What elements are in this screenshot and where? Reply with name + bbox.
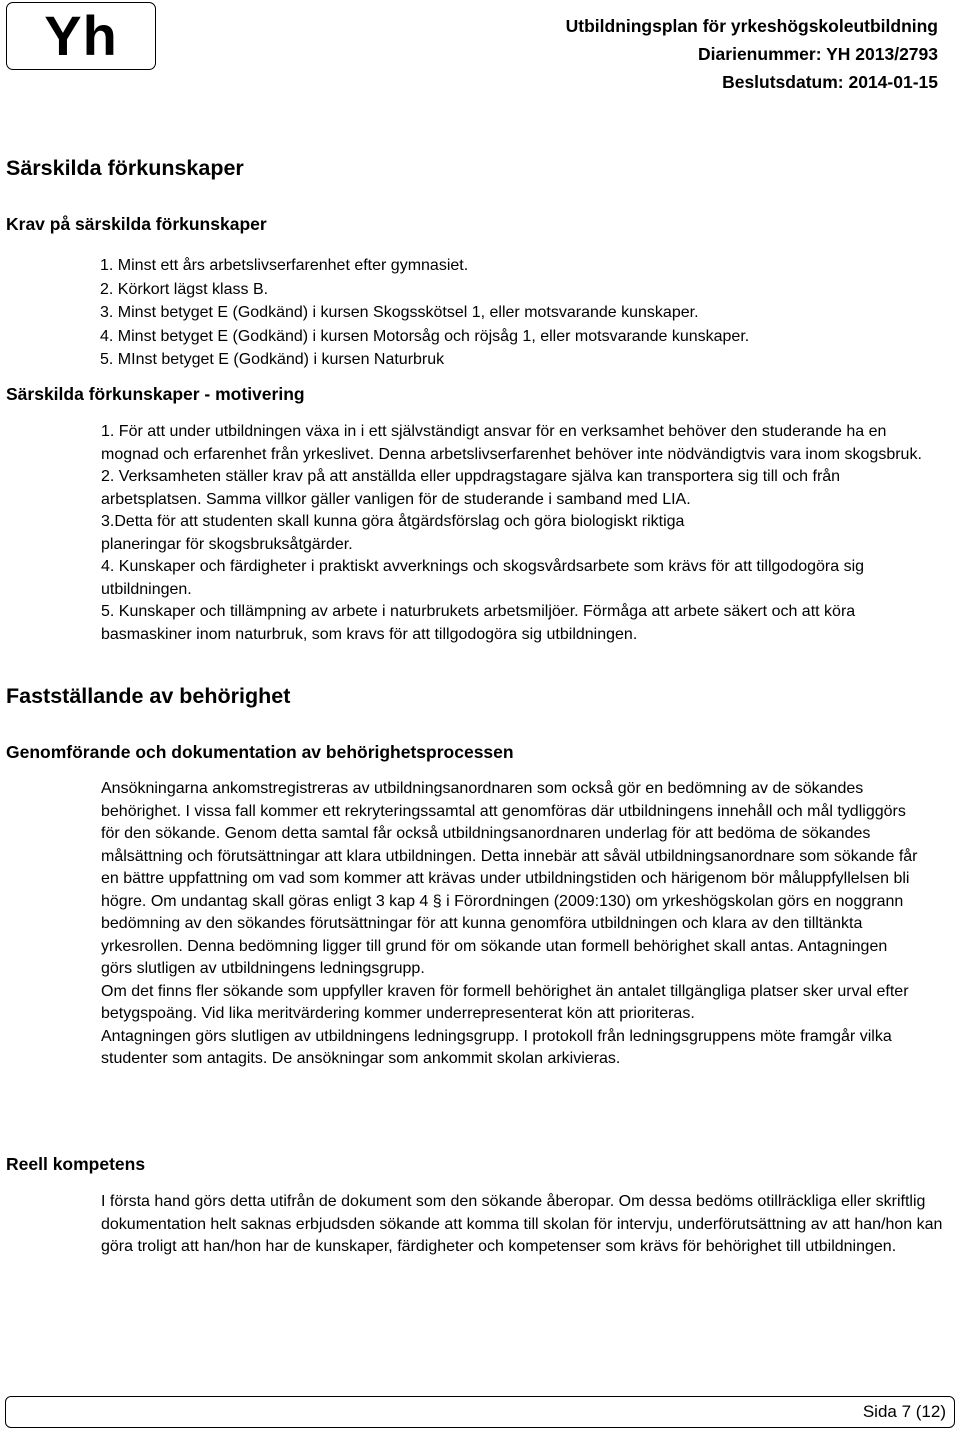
heading-krav: Krav på särskilda förkunskaper bbox=[6, 214, 267, 234]
logo-text: Yh bbox=[44, 4, 118, 67]
section-title-faststallande: Fastställande av behörighet bbox=[6, 684, 291, 708]
section-title-sarskilda-forkunskaper: Särskilda förkunskaper bbox=[6, 156, 244, 180]
motivering-paragraph: 5. Kunskaper och tillämpning av arbete i naturbrukets arbetsmiljöer. Förmåga att arbete säkert och att köra basmaskiner inom naturbruk, som kravs för att tillgodogöra sig utbildningen. bbox=[101, 603, 856, 643]
list-item: 3. Minst betyget E (Godkänd) i kursen Skogsskötsel 1, eller motsvarande kunskaper. bbox=[100, 304, 699, 321]
heading-motivering: Särskilda förkunskaper - motivering bbox=[6, 384, 305, 404]
heading-reell-kompetens: Reell kompetens bbox=[6, 1154, 146, 1174]
process-paragraph: Antagningen görs slutligen av utbildningens ledningsgrupp. I protokoll från ledningsgruppens möte framgår vilka studenter som antagits. De ansökningar som ankommit skolan arkivieras. bbox=[101, 1027, 892, 1067]
list-item: 1. Minst ett års arbetslivserfarenhet efter gymnasiet. bbox=[100, 257, 469, 274]
list-item: 2. Körkort lägst klass B. bbox=[100, 280, 269, 298]
document-title: Utbildningsplan för yrkeshögskoleutbildning bbox=[565, 16, 938, 36]
reell-text bbox=[101, 1191, 951, 1259]
motivering-paragraph: 1. För att under utbildningen växa in i ett självständigt ansvar för en verksamhet behöver den studerande ha en mognad och erfarenhet från yrkeslivet. Denna arbetslivserfarenhet behöver inte nödvändigtvis vara inom skogsbruk. bbox=[101, 423, 922, 463]
motivering-paragraph: 3.Detta för att studenten skall kunna göra åtgärdsförslag och göra biologiskt riktiga planeringar för skogsbruksåtgärder. bbox=[101, 513, 685, 553]
process-paragraph: Om det finns fler sökande som uppfyller kraven för formell behörighet än antalet tillgängliga platser sker urval efter betygspoäng. Vid lika meritvärdering kommer underrepresenterat kön att prioriteras. bbox=[101, 982, 909, 1022]
reell-paragraph: I första hand görs detta utifrån de dokument som den sökande åberopar. Om dessa bedöms otillräckliga eller skriftlig dokumentation helt saknas erbjudsden sökande att komma till skolan för intervju, underförutsättning av att han/hon kan göra troligt att han/hon har de kunskaper, färdigheter och kompetenser som krävs för behörighet till utbildningen. bbox=[101, 1193, 943, 1255]
list-item: 4. Minst betyget E (Godkänd) i kursen Motorsåg och röjsåg 1, eller motsvarande kunskaper. bbox=[100, 327, 750, 345]
heading-genomforande: Genomförande och dokumentation av behörighetsprocessen bbox=[6, 742, 514, 762]
page-number: Sida 7 (12) bbox=[862, 1402, 946, 1421]
logo bbox=[6, 2, 156, 70]
list-item: 5. MInst betyget E (Godkänd) i kursen Naturbruk bbox=[100, 351, 445, 368]
motivering-paragraph: 2. Verksamheten ställer krav på att anställda eller uppdragstagare själva kan transportera sig till och från arbetsplatsen. Samma villkor gäller vanligen för de studerande i samband med LIA. bbox=[101, 468, 841, 508]
process-text bbox=[101, 778, 921, 1071]
footer-box bbox=[5, 1396, 955, 1428]
krav-list bbox=[100, 254, 749, 372]
motivering-paragraph: 4. Kunskaper och färdigheter i praktiskt avverknings och skogsvårdsarbete som krävs för att tillgodogöra sig utbildningen. bbox=[101, 558, 865, 598]
document-header bbox=[566, 12, 938, 96]
beslutsdatum: Beslutsdatum: 2014-01-15 bbox=[722, 72, 938, 92]
motivering-text bbox=[101, 421, 931, 646]
process-paragraph: Ansökningarna ankomstregistreras av utbildningsanordnaren som också gör en bedömning av de sökandes behörighet. I vissa fall kommer ett rekryteringssamtal att genomföras där utbildningens innehåll och mål tydliggörs för den sökande. Genom detta samtal får också utbildningsanordnaren underlag för att bedöma de sökandes målsättning och förutsättningar att klara utbildningen. Detta innebär att såväl utbildningsanordnare som sökande får en bättre uppfattning om vad som kommer att krävas under utbildningstiden och härigenom bör måluppfyllelsen bli högre. Om undantag skall göras enligt 3 kap 4 § i Förordningen (2009:130) om yrkeshögskolan görs en noggrann bedömning av den sökandes förutsättningar för att kunna genomföra utbildningen och klara av den tilltänkta yrkesrollen. Denna bedömning ligger till grund för om sökande utan formell behörighet skall antas. Antagningen görs slutligen av utbildningens ledningsgrupp. bbox=[101, 780, 918, 977]
diarienummer: Diarienummer: YH 2013/2793 bbox=[698, 44, 938, 64]
